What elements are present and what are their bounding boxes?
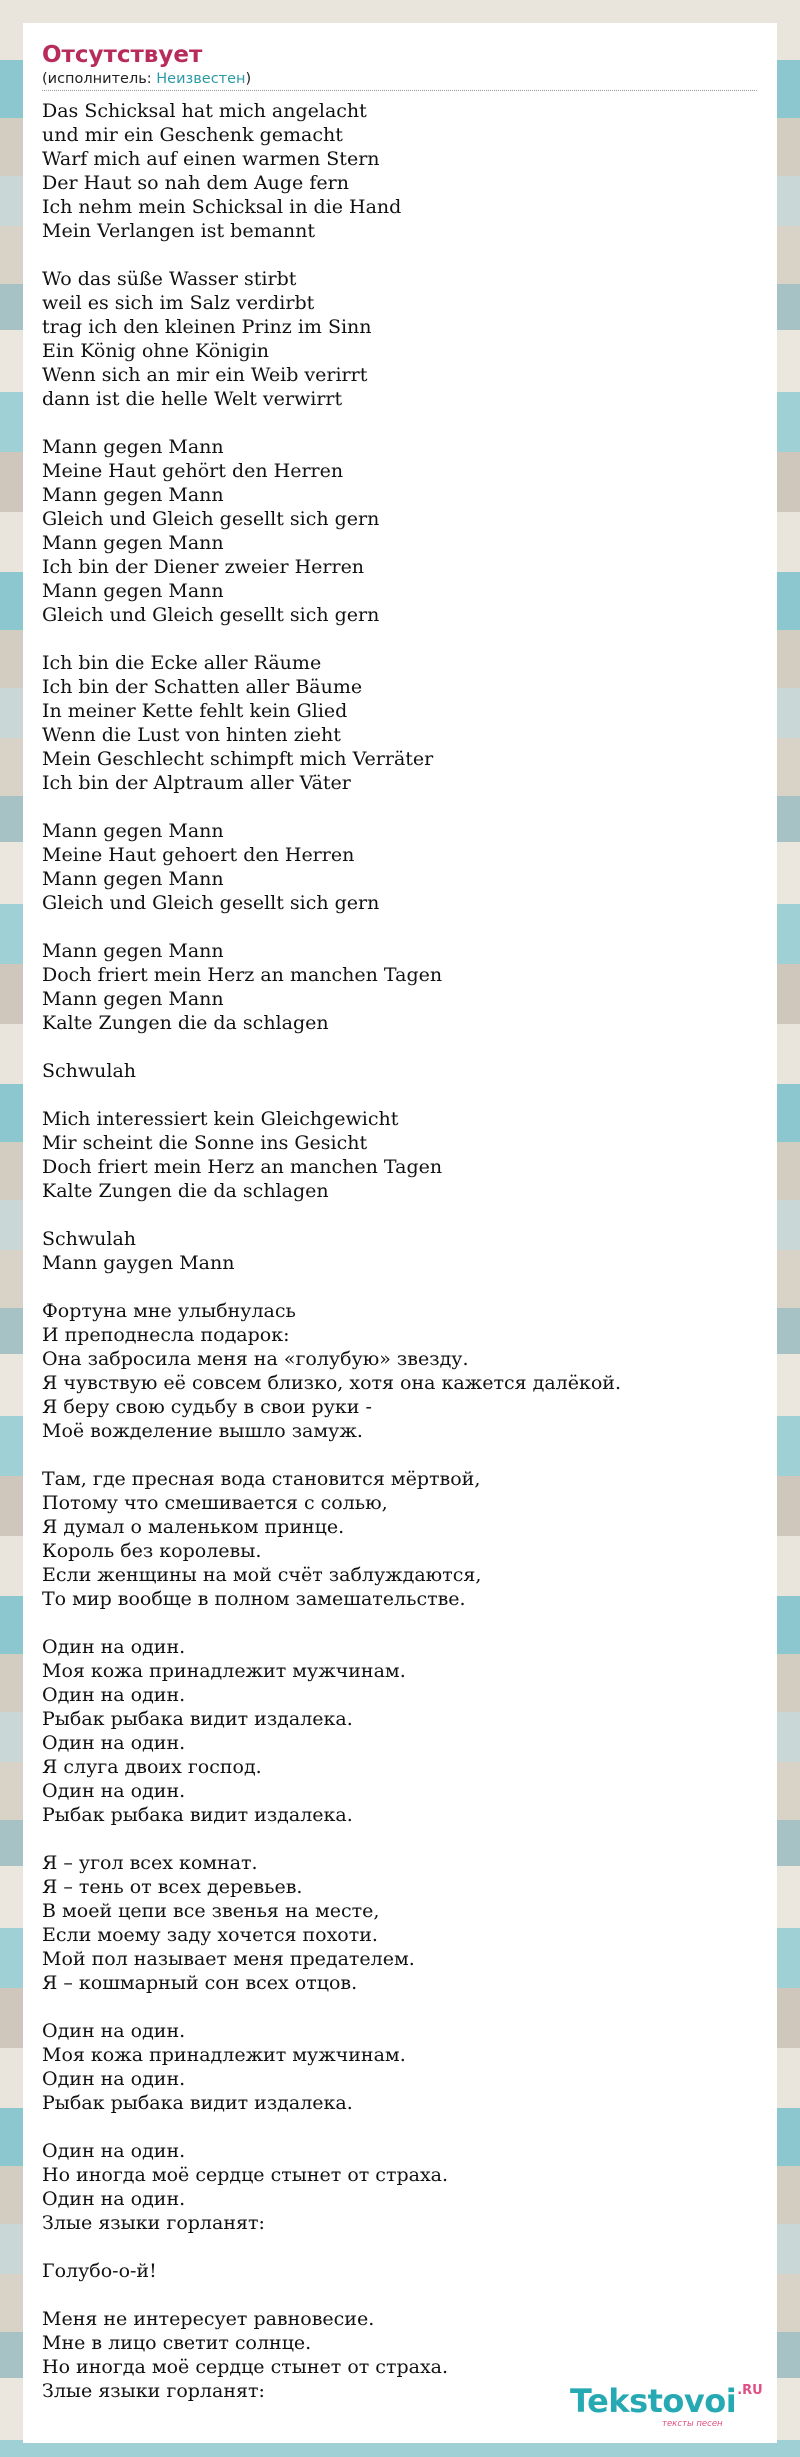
lyric-line: Моя кожа принадлежит мужчинам.	[42, 2044, 406, 2066]
lyric-line: Один на один.	[42, 1732, 186, 1754]
lyric-line: Mein Geschlecht schimpft mich Verräter	[42, 748, 434, 770]
lyric-line: Я – угол всех комнат.	[42, 1852, 258, 1874]
stanza-break	[42, 1827, 757, 1851]
logo-tld: .RU	[737, 2383, 763, 2398]
stanza-break	[42, 915, 757, 939]
lyric-line: trag ich den kleinen Prinz im Sinn	[42, 316, 372, 338]
stanza-break	[42, 2283, 757, 2307]
lyric-line: Gleich und Gleich gesellt sich gern	[42, 604, 380, 626]
stanza-break	[42, 1275, 757, 1299]
lyric-line: Меня не интересует равновесие.	[42, 2308, 375, 2330]
lyric-line: dann ist die helle Welt verwirrt	[42, 388, 343, 410]
lyric-line: Один на один.	[42, 2020, 186, 2042]
lyric-line: Doch friert mein Herz an manchen Tagen	[42, 964, 443, 986]
lyric-line: Mir scheint die Sonne ins Gesicht	[42, 1132, 368, 1154]
lyric-line: Ich nehm mein Schicksal in die Hand	[42, 196, 402, 218]
stanza-break	[42, 2115, 757, 2139]
lyric-line: Если женщины на мой счёт заблуждаются,	[42, 1564, 482, 1586]
lyric-line: Рыбак рыбака видит издалека.	[42, 2092, 353, 2114]
artist-link[interactable]: Неизвестен	[156, 71, 246, 87]
lyric-line: Mann gegen Mann	[42, 940, 224, 962]
lyric-line: Но иногда моё сердце стынет от страха.	[42, 2164, 449, 2186]
lyric-line: weil es sich im Salz verdirbt	[42, 292, 315, 314]
lyric-line: То мир вообще в полном замешательстве.	[42, 1588, 466, 1610]
lyric-line: Ich bin der Diener zweier Herren	[42, 556, 365, 578]
lyric-line: Рыбак рыбака видит издалека.	[42, 1708, 353, 1730]
lyric-line: Моё вожделение вышло замуж.	[42, 1420, 363, 1442]
lyric-line: Потому что смешивается с солью,	[42, 1492, 388, 1514]
lyric-line: Моя кожа принадлежит мужчинам.	[42, 1660, 406, 1682]
stanza-break	[42, 1995, 757, 2019]
lyric-line: Mann gegen Mann	[42, 988, 224, 1010]
song-title: Отсутствует	[42, 42, 203, 68]
lyric-line: Я думал о маленьком принце.	[42, 1516, 345, 1538]
lyric-line: Mann gegen Mann	[42, 532, 224, 554]
site-logo[interactable]	[570, 2383, 780, 2431]
lyric-line: Один на один.	[42, 2188, 186, 2210]
lyric-line: Schwulah	[42, 1060, 137, 1082]
lyric-line: Я – тень от всех деревьев.	[42, 1876, 303, 1898]
lyric-line: Я беру свою судьбу в свои руки -	[42, 1396, 372, 1418]
stanza-break	[42, 1035, 757, 1059]
lyric-line: Я слуга двоих господ.	[42, 1756, 262, 1778]
lyric-line: Рыбак рыбака видит издалека.	[42, 1804, 353, 1826]
lyric-line: Один на один.	[42, 2140, 186, 2162]
lyric-line: Mann gegen Mann	[42, 868, 224, 890]
byline-prefix: (исполнитель:	[42, 71, 157, 87]
lyric-line: Ich bin der Schatten aller Bäume	[42, 676, 363, 698]
lyric-line: Mann gegen Mann	[42, 580, 224, 602]
lyric-line: Я чувствую её совсем близко, хотя она кажется далёкой.	[42, 1372, 621, 1394]
lyric-line: Она забросила меня на «голубую» звезду.	[42, 1348, 469, 1370]
lyric-line: Ich bin der Alptraum aller Väter	[42, 772, 351, 794]
lyric-line: Король без королевы.	[42, 1540, 262, 1562]
lyric-line: Das Schicksal hat mich angelacht	[42, 100, 367, 122]
logo-tagline: тексты песен	[662, 2419, 723, 2429]
lyric-line: Schwulah	[42, 1228, 137, 1250]
lyric-line: Мой пол называет меня предателем.	[42, 1948, 415, 1970]
lyric-line: Один на один.	[42, 2068, 186, 2090]
stanza-break	[42, 1203, 757, 1227]
lyric-line: Mann gegen Mann	[42, 484, 224, 506]
lyric-line: Но иногда моё сердце стынет от страха.	[42, 2356, 449, 2378]
lyric-line: Meine Haut gehoert den Herren	[42, 844, 355, 866]
lyrics-card	[23, 23, 777, 2443]
stanza-break	[42, 2235, 757, 2259]
lyric-line: Я – кошмарный сон всех отцов.	[42, 1972, 358, 1994]
stanza-break	[42, 243, 757, 267]
lyric-line: Warf mich auf einen warmen Stern	[42, 148, 380, 170]
lyric-line: Голубо-о-й!	[42, 2260, 157, 2282]
lyric-line: Один на один.	[42, 1780, 186, 1802]
header-divider	[42, 90, 757, 91]
lyric-line: Если моему заду хочется похоти.	[42, 1924, 378, 1946]
stanza-break	[42, 795, 757, 819]
lyric-line: Wo das süße Wasser stirbt	[42, 268, 297, 290]
lyric-line: Mann gegen Mann	[42, 820, 224, 842]
lyric-line: Ein König ohne Königin	[42, 340, 269, 362]
lyric-line: Gleich und Gleich gesellt sich gern	[42, 892, 380, 914]
stanza-break	[42, 1611, 757, 1635]
lyric-line: Mich interessiert kein Gleichgewicht	[42, 1108, 399, 1130]
lyric-line: Злые языки горланят:	[42, 2380, 265, 2402]
lyric-line: Kalte Zungen die da schlagen	[42, 1012, 329, 1034]
lyric-line: В моей цепи все звенья на месте,	[42, 1900, 380, 1922]
lyric-line: Фортуна мне улыбнулась	[42, 1300, 296, 1322]
stanza-break	[42, 1083, 757, 1107]
lyric-line: und mir ein Geschenk gemacht	[42, 124, 343, 146]
lyric-line: Один на один.	[42, 1636, 186, 1658]
lyric-line: Der Haut so nah dem Auge fern	[42, 172, 349, 194]
lyrics-text	[42, 99, 757, 2403]
stanza-break	[42, 411, 757, 435]
artist-byline	[42, 70, 777, 88]
lyric-line: Wenn sich an mir ein Weib verirrt	[42, 364, 368, 386]
lyric-line: Мне в лицо светит солнце.	[42, 2332, 312, 2354]
lyric-line: Mann gaygen Mann	[42, 1252, 235, 1274]
lyric-line: Там, где пресная вода становится мёртвой,	[42, 1468, 481, 1490]
lyric-line: Mann gegen Mann	[42, 436, 224, 458]
logo-wordmark: Tekstovoi	[570, 2382, 737, 2420]
lyric-line: In meiner Kette fehlt kein Glied	[42, 700, 348, 722]
lyric-line: Kalte Zungen die da schlagen	[42, 1180, 329, 1202]
lyric-line: Wenn die Lust von hinten zieht	[42, 724, 341, 746]
lyric-line: Mein Verlangen ist bemannt	[42, 220, 316, 242]
lyric-line: Doch friert mein Herz an manchen Tagen	[42, 1156, 443, 1178]
lyric-line: Один на один.	[42, 1684, 186, 1706]
stanza-break	[42, 1443, 757, 1467]
lyric-line: Ich bin die Ecke aller Räume	[42, 652, 322, 674]
lyric-line: Злые языки горланят:	[42, 2212, 265, 2234]
lyric-line: Gleich und Gleich gesellt sich gern	[42, 508, 380, 530]
lyric-line: Meine Haut gehört den Herren	[42, 460, 344, 482]
stanza-break	[42, 627, 757, 651]
byline-suffix: )	[245, 71, 252, 87]
song-header	[42, 41, 777, 88]
lyric-line: И преподнесла подарок:	[42, 1324, 290, 1346]
